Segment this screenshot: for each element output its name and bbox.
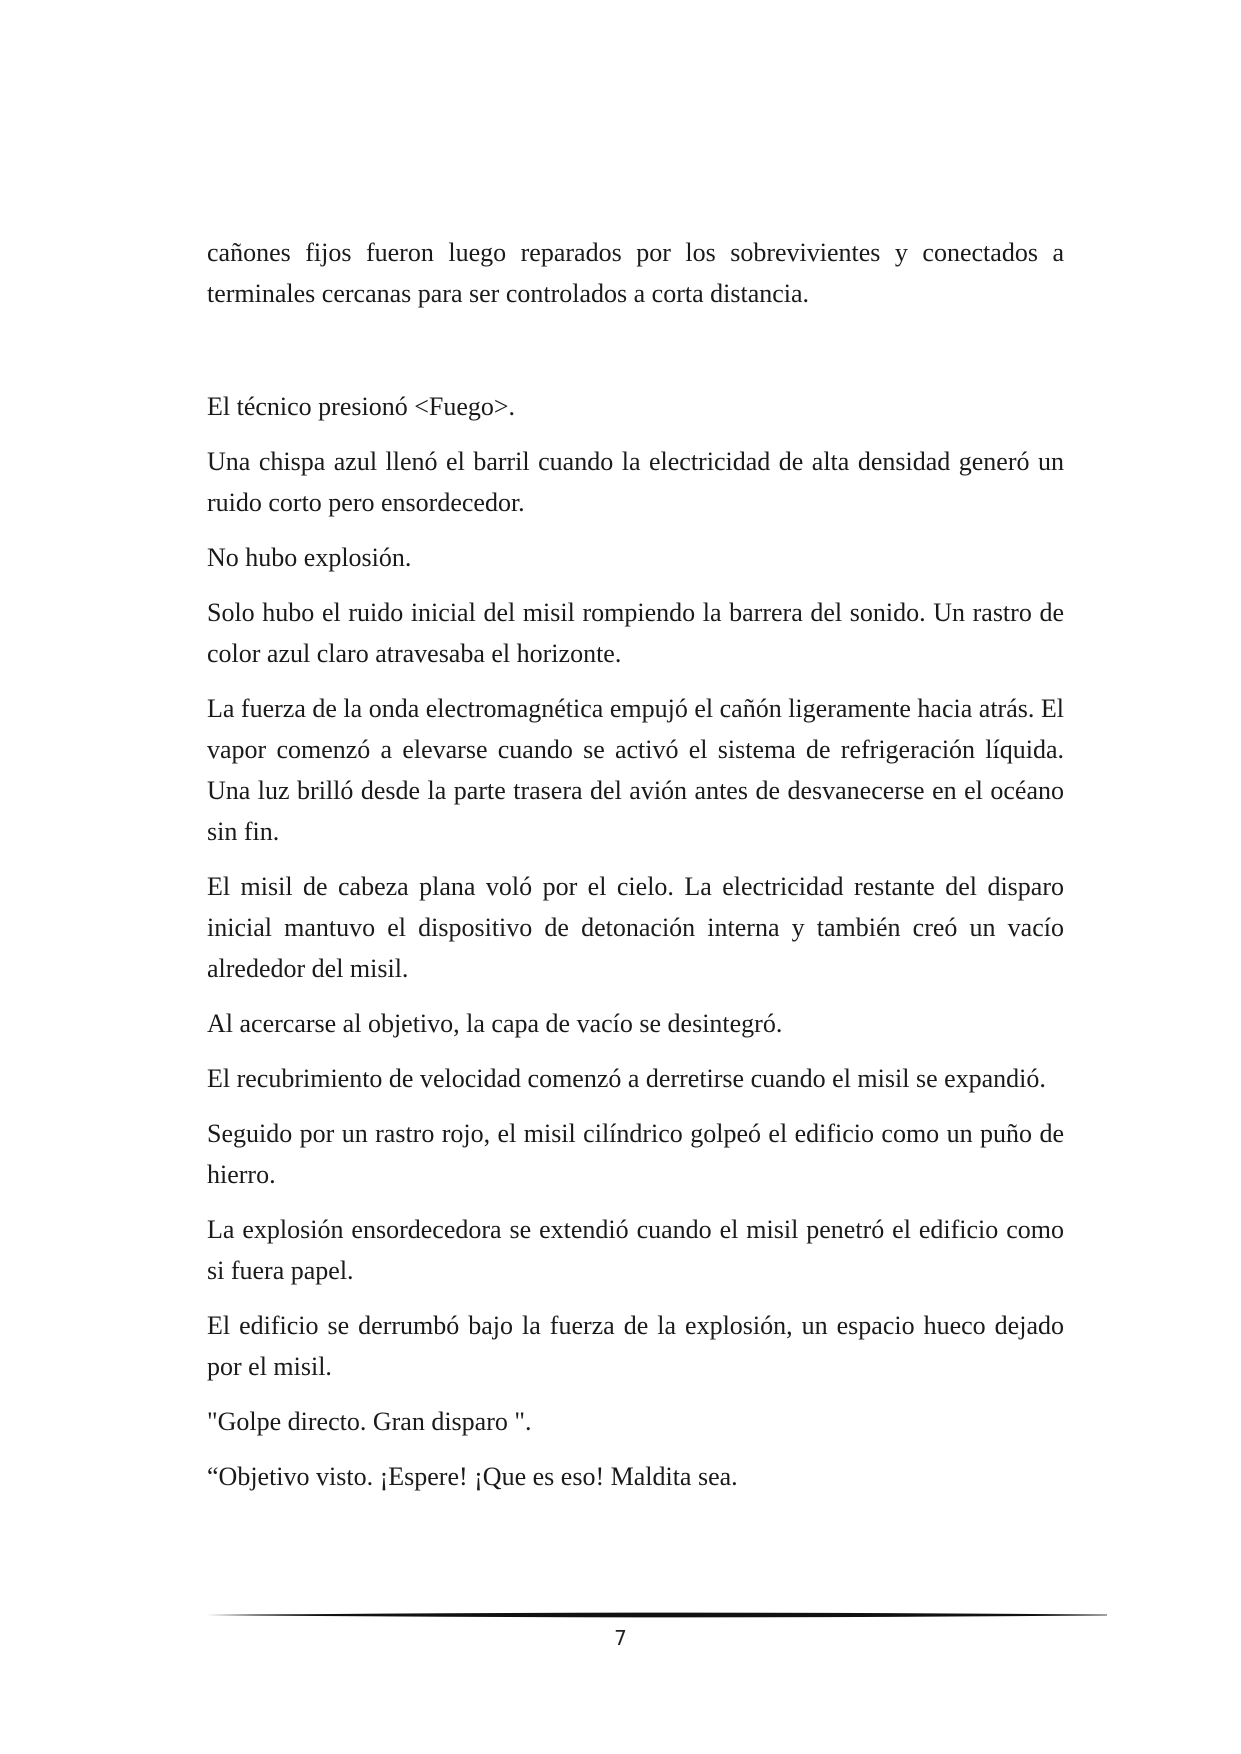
footer-divider — [207, 1610, 1107, 1620]
page-number: 7 — [614, 1626, 627, 1650]
paragraph: Una chispa azul llenó el barril cuando la electricidad de alta densidad generó un ruido corto pero ensordecedor. — [207, 447, 1064, 517]
footer-divider-swash — [207, 1613, 1107, 1618]
paragraph: El recubrimiento de velocidad comenzó a derretirse cuando el misil se expandió. — [207, 1064, 1046, 1093]
paragraph: No hubo explosión. — [207, 543, 412, 572]
body-text — [207, 232, 1064, 1511]
paragraph: Al acercarse al objetivo, la capa de vacío se desintegró. — [207, 1009, 783, 1038]
paragraph: El misil de cabeza plana voló por el cielo. La electricidad restante del disparo inicial mantuvo el dispositivo de detonación interna y también creó un vacío alrededor del misil. — [207, 872, 1064, 983]
paragraph: "Golpe directo. Gran disparo ". — [207, 1407, 532, 1436]
paragraph: Solo hubo el ruido inicial del misil rompiendo la barrera del sonido. Un rastro de color azul claro atravesaba el horizonte. — [207, 598, 1064, 668]
paragraph: cañones fijos fueron luego reparados por los sobrevivientes y conectados a terminales cercanas para ser controlados a corta distancia. — [207, 238, 1064, 308]
paragraph: La fuerza de la onda electromagnética empujó el cañón ligeramente hacia atrás. El vapor comenzó a elevarse cuando se activó el sistema de refrigeración líquida. Una luz brilló desde la parte trasera del avión antes de desvanecerse en el océano sin fin. — [207, 694, 1064, 846]
paragraph: El edificio se derrumbó bajo la fuerza de la explosión, un espacio hueco dejado por el misil. — [207, 1311, 1064, 1381]
paragraph: Seguido por un rastro rojo, el misil cilíndrico golpeó el edificio como un puño de hierro. — [207, 1119, 1064, 1189]
paragraph: “Objetivo visto. ¡Espere! ¡Que es eso! Maldita sea. — [207, 1462, 738, 1491]
paragraph: El técnico presionó <Fuego>. — [207, 392, 516, 421]
paragraph: La explosión ensordecedora se extendió cuando el misil penetró el edificio como si fuera papel. — [207, 1215, 1064, 1285]
